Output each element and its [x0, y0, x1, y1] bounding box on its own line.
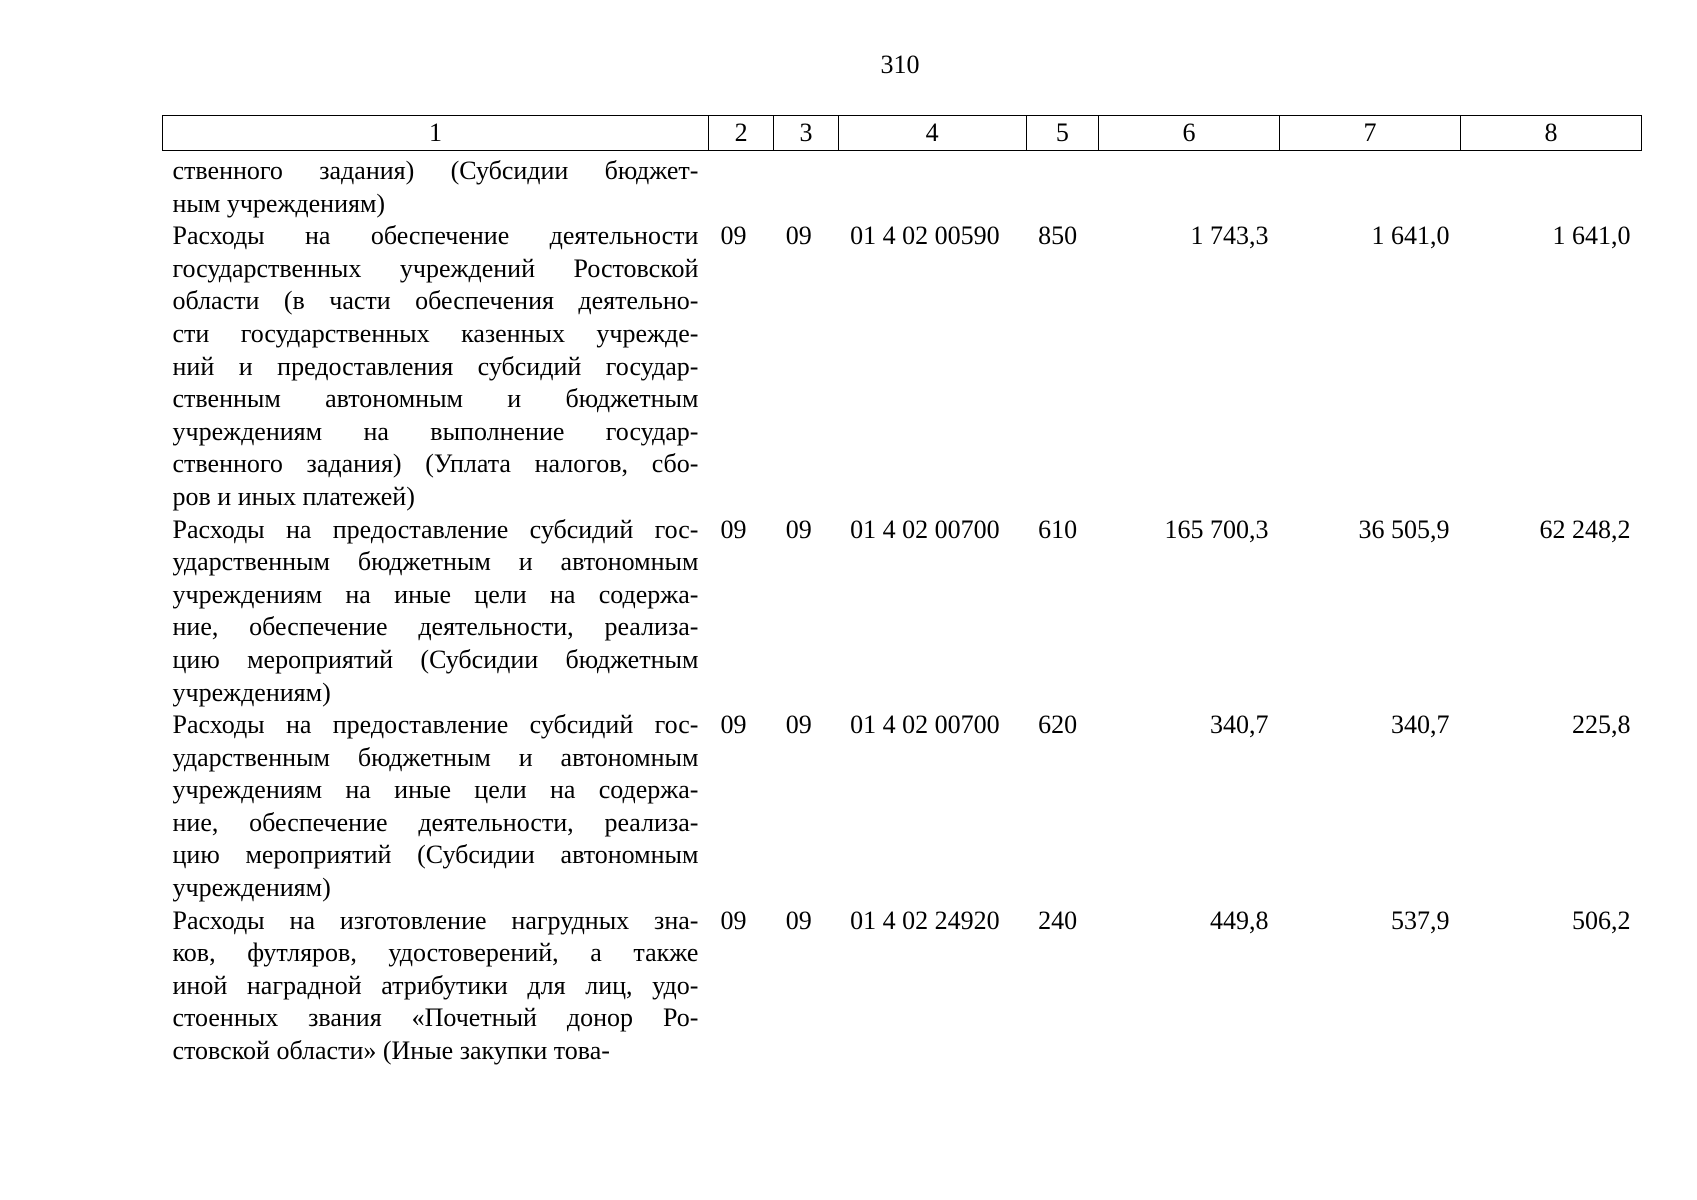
header-col-3: 3 — [774, 116, 838, 151]
row-amount-col-6: 340,7 — [1210, 710, 1269, 740]
row-amount-col-8: 506,2 — [1572, 905, 1631, 935]
description-line: цию мероприятий (Субсидии бюджетным — [172, 644, 699, 674]
row-description — [163, 905, 709, 1068]
table-row — [163, 220, 1642, 513]
description-line: ков, футляров, удостоверений, а также — [172, 938, 699, 968]
row-description — [163, 220, 709, 513]
row-amount-col-7: 1 641,0 — [1371, 221, 1450, 251]
description-line: учреждениям на выполнение государ- — [172, 416, 699, 446]
row-section-code: 09 — [720, 905, 747, 935]
row-subsection-code: 09 — [785, 710, 812, 740]
description-line: Расходы на изготовление нагрудных зна- — [172, 905, 699, 935]
description-line: учреждениям на иные цели на содержа- — [172, 775, 699, 805]
row-expense-type: 620 — [1038, 710, 1078, 740]
description-line: ственного задания) (Субсидии бюджет- — [172, 156, 699, 185]
header-col-5: 5 — [1026, 116, 1098, 151]
description-line: ственного задания) (Уплата налогов, сбо- — [172, 449, 699, 479]
row-amount-col-6: 165 700,3 — [1164, 514, 1269, 544]
row-section-code — [708, 155, 773, 220]
header-col-6: 6 — [1099, 116, 1280, 151]
header-col-7: 7 — [1280, 116, 1461, 151]
header-col-2: 2 — [708, 116, 773, 151]
header-col-4: 4 — [838, 116, 1026, 151]
row-amount-col-7: 537,9 — [1390, 905, 1450, 935]
row-target-article: 01 4 02 00590 — [850, 221, 1000, 251]
description-line: учреждениям на иные цели на содержа- — [172, 579, 699, 609]
table-row — [163, 709, 1642, 905]
row-amount-col-7: 340,7 — [1390, 710, 1450, 740]
table-body — [163, 151, 1642, 1068]
table-header — [163, 116, 1642, 151]
row-section-code: 09 — [720, 221, 747, 251]
description-line: ние, обеспечение деятельности, реализа- — [172, 807, 699, 837]
row-amount-col-8: 62 248,2 — [1539, 514, 1631, 544]
description-line: Расходы на предоставление субсидий гос- — [172, 514, 699, 544]
row-amount-col-6: 449,8 — [1210, 905, 1269, 935]
row-amount-col-7 — [1280, 155, 1461, 220]
row-section-code: 09 — [720, 710, 747, 740]
description-line: ударственным бюджетным и автономным — [172, 742, 699, 772]
row-expense-type: 610 — [1038, 514, 1078, 544]
header-col-8: 8 — [1460, 116, 1641, 151]
description-line: ударственным бюджетным и автономным — [172, 547, 699, 577]
description-line: ров и иных платежей) — [172, 481, 415, 511]
description-line: ние, обеспечение деятельности, реализа- — [172, 612, 699, 642]
row-subsection-code: 09 — [785, 221, 812, 251]
row-description — [163, 514, 709, 710]
row-target-article: 01 4 02 00700 — [850, 710, 1000, 740]
description-line: Расходы на обеспечение деятельности — [172, 221, 699, 251]
description-line: ственным автономным и бюджетным — [172, 384, 699, 414]
row-expense-type: 850 — [1038, 221, 1078, 251]
description-line: стовской области» (Иные закупки това- — [172, 1036, 610, 1066]
description-line: учреждениям) — [172, 677, 331, 707]
description-line: Расходы на предоставление субсидий гос- — [172, 710, 699, 740]
description-line: учреждениям) — [172, 873, 331, 903]
table-row — [163, 155, 1642, 220]
row-amount-col-6 — [1099, 155, 1280, 220]
row-amount-col-8 — [1460, 155, 1641, 220]
row-subsection-code: 09 — [785, 514, 812, 544]
row-expense-type: 240 — [1038, 905, 1078, 935]
row-amount-col-7: 36 505,9 — [1358, 514, 1450, 544]
description-line: цию мероприятий (Субсидии автономным — [172, 840, 699, 870]
table-row — [163, 905, 1642, 1068]
row-description — [163, 709, 709, 905]
description-line: области (в части обеспечения деятельно- — [172, 286, 699, 316]
row-amount-col-8: 1 641,0 — [1552, 221, 1631, 251]
description-line: иной наградной атрибутики для лиц, удо- — [172, 970, 699, 1000]
row-amount-col-8: 225,8 — [1572, 710, 1631, 740]
description-line: стоенных звания «Почетный донор Ро- — [172, 1003, 699, 1033]
description-line: ным учреждениям) — [172, 188, 386, 218]
description-line: сти государственных казенных учрежде- — [172, 318, 699, 348]
row-expense-type — [1026, 155, 1098, 220]
row-amount-col-6: 1 743,3 — [1190, 221, 1269, 251]
row-target-article: 01 4 02 24920 — [850, 905, 1000, 935]
description-line: государственных учреждений Ростовской — [172, 253, 699, 283]
row-section-code: 09 — [720, 514, 747, 544]
page-number: 310 — [880, 50, 920, 79]
header-col-1: 1 — [163, 116, 709, 151]
row-subsection-code — [774, 155, 838, 220]
row-target-article — [838, 155, 1026, 220]
table-row — [163, 514, 1642, 710]
description-line: ний и предоставления субсидий государ- — [172, 351, 699, 381]
row-target-article: 01 4 02 00700 — [850, 514, 1000, 544]
header-row — [163, 116, 1642, 151]
row-subsection-code: 09 — [785, 905, 812, 935]
row-description — [163, 155, 709, 220]
budget-table — [162, 115, 1642, 1068]
